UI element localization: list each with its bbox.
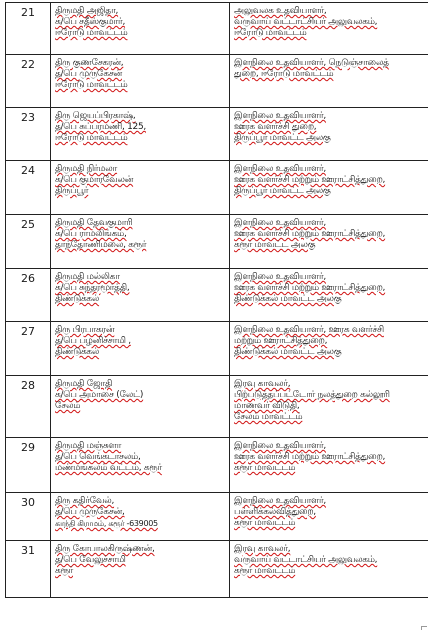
name-address-line: திருமதி அஜிதா, [55,6,119,16]
name-address-cell [51,269,230,322]
name-address-line: திருமதி ஜோதி [55,379,113,389]
table-body [6,3,428,598]
designation-cell [230,55,428,108]
name-address-cell [51,55,230,108]
name-address-cell [51,108,230,161]
designation-line: பிற்படுத்தப்பட்டோர் நலத்துறை கல்லூரி [234,390,390,400]
designation-line: சேலம் மாவட்டம் [234,412,303,422]
name-address-line: த/பெ முருகேசன், [55,507,125,517]
designation-line: ஈரோடு மாவட்டம் [234,28,307,38]
serial-number-cell: 29 [6,438,51,493]
name-address-line: த/பெ பழனிச்சாமி , [55,336,131,346]
name-address-cell [51,215,230,269]
designation-line: மாணவர் விடுதி, [234,401,300,411]
designation-line: திண்டுக்கல் மாவட்ட அலகு [234,294,342,304]
name-address-line: த/பெ வேலுச்சாமி [55,555,126,565]
serial-number-cell: 22 [6,55,51,108]
name-address-cell [51,3,230,55]
appointment-table [5,2,428,598]
designation-line: திருப்பூர் மாவட்ட அலகு [234,186,331,196]
name-address-line: த/பெ முருகேசன் [55,69,122,79]
name-address-cell [51,438,230,493]
table-row [6,215,428,269]
designation-line: இளநிலை உதவியாளர், நெடுஞ்சாலைத் [234,58,389,68]
name-address-line: ஈரோடு மாவட்டம் [55,133,128,143]
serial-number-cell: 25 [6,215,51,269]
name-address-line: ஈரோடு மாவட்டம் [55,80,128,90]
serial-number-cell: 30 [6,493,51,541]
designation-line: வருவாய் வட்டாட்சியர் அலுவலகம், [234,17,378,27]
designation-cell [230,215,428,269]
designation-line: ஊரக வளர்ச்சி மற்றும் ஊராட்சித்துறை, [234,283,386,293]
designation-line: ஊரக வளர்ச்சி மற்றும் ஊராட்சித்துறை, [234,229,386,239]
designation-line: ஊரக வளர்ச்சி துறை, [234,122,317,132]
name-address-line: திருமதி நிர்மலா [55,164,118,174]
name-address-line: கரூர் [55,566,73,576]
designation-cell [230,541,428,598]
designation-cell [230,493,428,541]
designation-line: கரூர் மாவட்ட அலகு [234,240,316,250]
table-row [6,541,428,598]
table-row [6,493,428,541]
table-row [6,376,428,438]
name-address-line: திருப்பூர் [55,186,89,196]
name-address-line: திருமதி மல்லிகா [55,272,120,282]
table-row [6,3,428,55]
designation-line: கரூர் மாவட்டம் [234,518,296,528]
page-corner-mark [421,626,427,630]
designation-line: ஊரக வளர்ச்சி மற்றும் ஊராட்சித்துறை, [234,175,386,185]
designation-line: மற்றும் ஊராட்சித்துறை, [234,336,328,346]
serial-number-cell: 28 [6,376,51,438]
table-row [6,438,428,493]
name-address-line: திரு கதிர்வேல், [55,496,115,506]
name-address-line: க/பெ அமாசை (லேட்) [55,390,144,400]
name-address-line: ஈரோடு மாவட்டம் [55,28,128,38]
table-row [6,108,428,161]
designation-line: இளநிலை உதவியாளர், ஊரக வளர்ச்சி [234,325,384,335]
name-address-line: த/பெ சுப்பரமணி, 125, [55,122,146,132]
designation-cell [230,269,428,322]
designation-line: ஊரக வளர்ச்சி மற்றும் ஊராட்சித்துறை, [234,452,386,462]
name-address-line: திருமதி தேவகுமாரி [55,218,133,228]
designation-cell [230,376,428,438]
name-address-line: திருமதி மஞ்சுளா [55,441,122,451]
designation-line: இளநிலை உதவியாளர், [234,111,326,121]
table-row [6,161,428,215]
name-address-line: சேலம் [55,401,81,411]
designation-line: திருப்பூர் மாவட்ட அலகு [234,133,331,143]
designation-line: வருவாய் வட்டாட்சியர் அலுவலகம், [234,555,378,565]
designation-line: இளநிலை உதவியாளர், [234,441,326,451]
serial-number-cell: 21 [6,3,51,55]
name-address-line: க/பெ சதீஸ்குமார், [55,17,126,27]
designation-cell [230,161,428,215]
name-address-cell [51,376,230,438]
name-address-line: தாந்தோணிமலை, கரூர் [55,240,147,250]
designation-line: இரவு காவலர், [234,379,291,389]
name-address-line: திரு குணசேகரன், [55,58,124,68]
name-address-cell [51,541,230,598]
table-row [6,322,428,376]
designation-line: இரவு காவலர், [234,544,291,554]
name-address-line: மண்மங்கலம் வட்டம், கரூர் [55,463,162,473]
designation-line: திண்டுக்கல் மாவட்ட அலகு [234,347,342,357]
name-address-cell [51,161,230,215]
name-address-line: திண்டுக்கல் [55,294,100,304]
name-address-line: திரு கோபாலகிருஷ்ணன், [55,544,155,554]
name-address-cell [51,493,230,541]
table-row [6,269,428,322]
designation-line: இளநிலை உதவியாளர், [234,496,326,506]
designation-cell [230,3,428,55]
name-address-cell [51,322,230,376]
designation-line: கரூர் மாவட்டம் [234,463,296,473]
name-address-line: திரு ஜெயப்பிரகாஷ், [55,111,136,121]
designation-line: கரூர் மாவட்டம் [234,566,296,576]
serial-number-cell: 26 [6,269,51,322]
name-address-line: திண்டுக்கல் [55,347,100,357]
name-address-line: திரு பிரபாகரன் [55,325,115,335]
designation-cell [230,108,428,161]
name-address-line: க/பெ குமாரவேலன் [55,175,134,185]
designation-line: துறை, ஈரோடு மாவட்டம் [234,69,334,79]
designation-line: இளநிலை உதவியாளர், [234,164,326,174]
designation-line: அலுவலக உதவியாளர், [234,6,327,16]
serial-number-cell: 23 [6,108,51,161]
designation-cell [230,438,428,493]
designation-cell [230,322,428,376]
table-row [6,55,428,108]
serial-number-cell: 27 [6,322,51,376]
serial-number-cell: 31 [6,541,51,598]
name-address-line: க/பெ ராமலிங்கம், [55,229,127,239]
name-address-line: த/பெ வெங்கடாசலம், [55,452,141,462]
designation-line: இளநிலை உதவியாளர், [234,218,326,228]
serial-number-cell: 24 [6,161,51,215]
name-address-line: க/பெ சுந்தரமூர்த்தி, [55,283,130,293]
designation-line: இளநிலை உதவியாளர், [234,272,326,282]
designation-line: பள்ளிக்கல்வித்துறை, [234,507,316,517]
name-address-line: காந்தி கிராமம், கரூர் -639005 [55,519,158,528]
